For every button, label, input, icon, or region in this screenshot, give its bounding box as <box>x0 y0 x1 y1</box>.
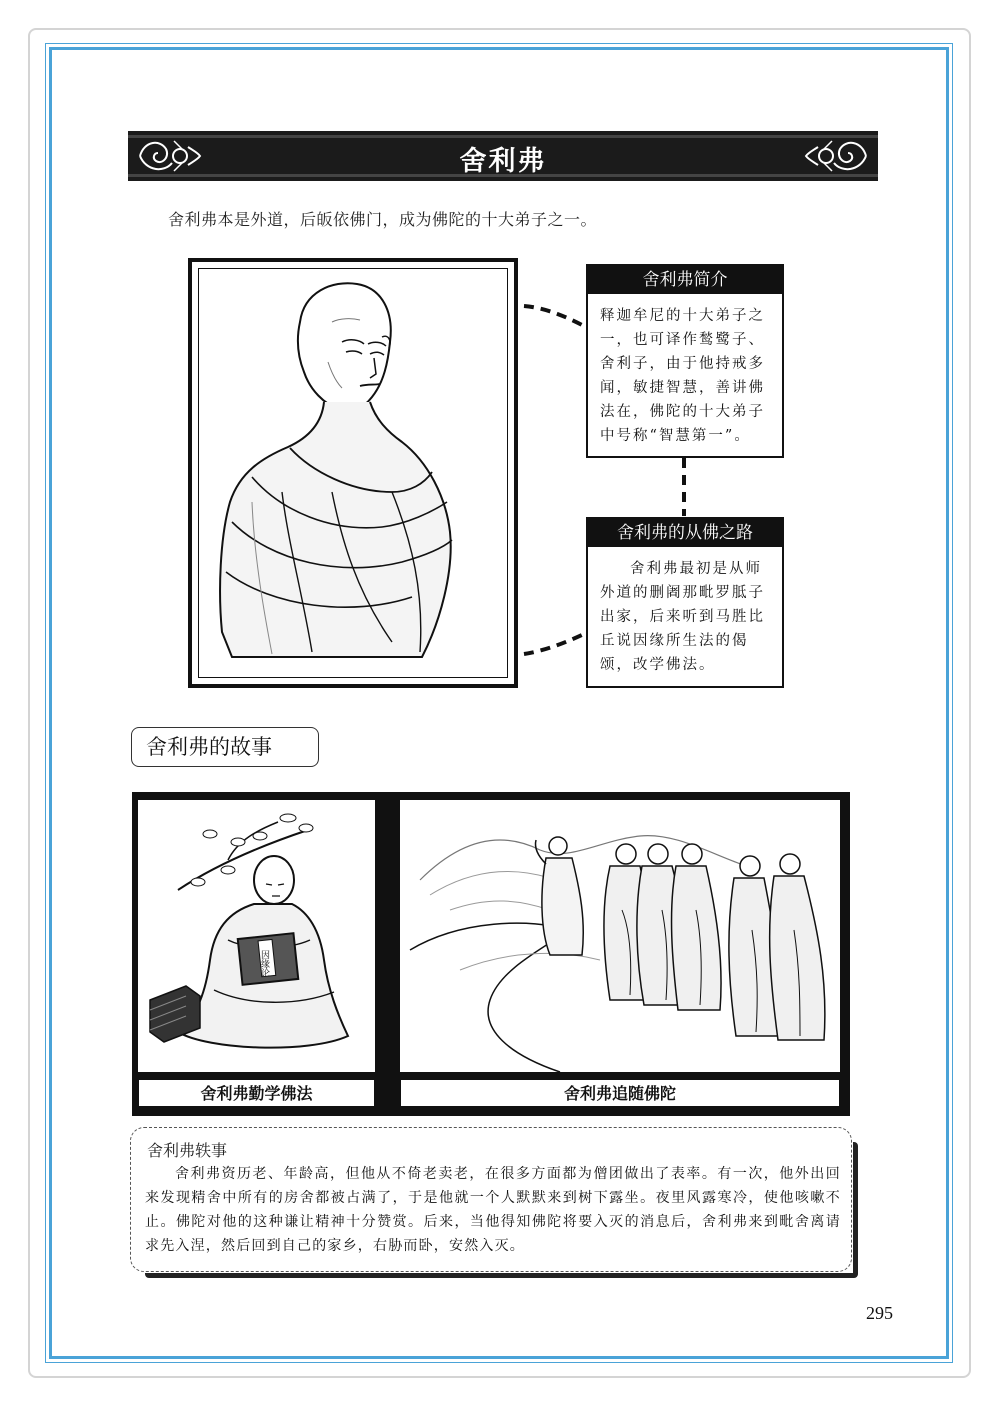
connector-line-bottom <box>520 628 590 662</box>
path-heading: 舍利弗的从佛之路 <box>588 519 782 547</box>
profile-box <box>586 264 784 458</box>
path-box <box>586 517 784 688</box>
story-heading: 舍利弗的故事 <box>131 727 319 767</box>
path-text: 舍利弗最初是从师外道的删阇那毗罗胝子出家，后来听到马胜比丘说因缘所生法的偈颂，改学佛法。 <box>600 561 765 673</box>
book-title: 因缘论 <box>259 950 269 977</box>
banner-stripe-top <box>128 135 878 138</box>
anecdote-shadow-right <box>853 1142 858 1277</box>
page-title: 舍利弗 <box>459 146 547 177</box>
title-banner <box>128 131 878 181</box>
panel-caption-following: 舍利弗追随佛陀 <box>400 1079 840 1107</box>
anecdote-heading: 舍利弗轶事 <box>147 1141 228 1160</box>
intro-text: 舍利弗本是外道，后皈依佛门，成为佛陀的十大弟子之一。 <box>168 210 598 229</box>
panel-studying <box>138 800 375 1072</box>
anecdote-shadow-bottom <box>145 1273 858 1278</box>
monks-following-buddha-illustration <box>400 800 840 1072</box>
page-number: 295 <box>866 1303 893 1323</box>
panel-caption-studying: 舍利弗勤学佛法 <box>138 1079 375 1107</box>
anecdote-text: 舍利弗资历老、年龄高，但他从不倚老卖老，在很多方面都为僧团做出了表率。有一次，他外出回来发现精舍中所有的房舍都被占满了，于是他就一个人默默来到树下露坐。夜里风露寒冷，使他咳嗽不止。佛陀对他的这种谦让精神十分赞赏。后来，当他得知佛陀将要入灭的消息后，舍利弗来到毗舍离请求先入涅，然后回到自己的家乡，右胁而卧，安然入灭。 <box>145 1166 841 1254</box>
connector-line-middle <box>674 456 694 518</box>
profile-heading: 舍利弗简介 <box>588 266 782 294</box>
ornament-right-icon <box>802 133 872 179</box>
profile-text: 释迦牟尼的十大弟子之一，也可译作鹙鹭子、舍利子，由于他持戒多闻，敏捷智慧，善讲佛法在，佛陀的十大弟子中号称“智慧第一”。 <box>600 308 765 444</box>
anecdote-box <box>130 1127 852 1272</box>
sariputra-portrait-illustration <box>192 262 514 684</box>
portrait-frame <box>188 258 518 688</box>
studying-monk-illustration <box>138 800 375 1072</box>
connector-line-top <box>520 300 590 340</box>
panel-following <box>400 800 840 1072</box>
story-panels <box>132 792 850 1116</box>
